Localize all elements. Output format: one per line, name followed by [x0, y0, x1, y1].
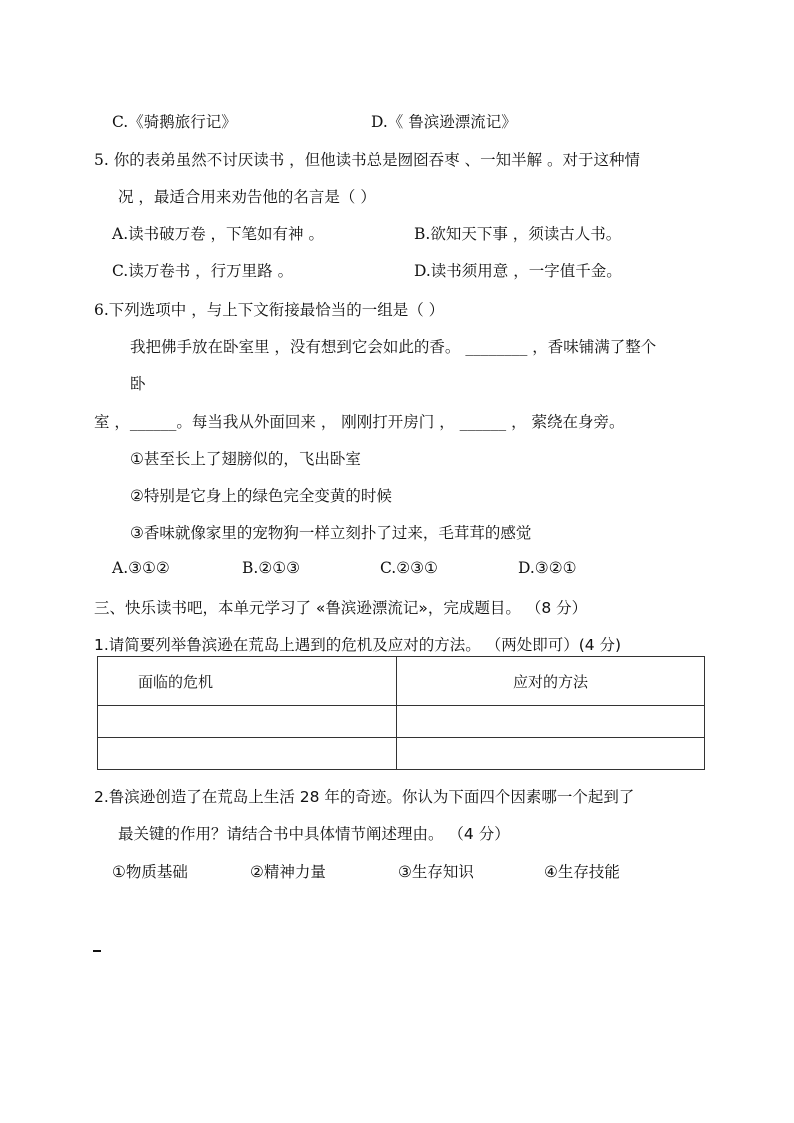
q6-option-c: C.②③①	[380, 559, 438, 577]
section3-title: 三、快乐读书吧，本单元学习了 «鲁滨逊漂流记»，完成题目。 （8 分）	[94, 599, 588, 617]
q5-stem-line2: 况 ，最适合用来劝告他的名言是（ ）	[118, 188, 376, 206]
table-cell-crisis-2[interactable]	[98, 738, 397, 770]
q5-option-c: C.读万卷书 ，行万里路 。	[112, 262, 294, 280]
page-mark	[93, 950, 101, 952]
q6-stem: 6.下列选项中 ，与上下文衔接最恰当的一组是（ ）	[94, 301, 445, 319]
factor-4: ④生存技能	[544, 863, 620, 881]
q5-option-a: A.读书破万卷 ，下笔如有神 。	[112, 225, 324, 243]
table-header-row	[98, 657, 705, 706]
section3-q2-line1: 2.鲁滨逊创造了在荒岛上生活 28 年的奇迹。你认为下面四个因素哪一个起到了	[94, 788, 635, 806]
q5-option-d: D.读书须用意 ，一字值千金。	[414, 262, 622, 280]
table-row	[98, 738, 705, 770]
crisis-response-table	[97, 656, 705, 770]
table-cell-response-2[interactable]	[397, 738, 705, 770]
q6-option-d: D.③②①	[518, 559, 577, 577]
q5-option-b: B.欲知天下事 ，须读古人书。	[414, 225, 622, 243]
q6-passage-line2: 卧	[130, 375, 146, 393]
q6-item-2: ②特别是它身上的绿色完全变黄的时候	[130, 487, 392, 505]
table-cell-crisis-1[interactable]	[98, 706, 397, 738]
q6-passage-line1: 我把佛手放在卧室里 ，没有想到它会如此的香。 ________ ，香味铺满了整个	[130, 338, 657, 356]
section3-q1: 1.请简要列举鲁滨逊在荒岛上遇到的危机及应对的方法。 （两处即可）(4 分)	[94, 636, 622, 654]
q6-option-b: B.②①③	[242, 559, 301, 577]
q5-stem-line1: 5. 你的表弟虽然不讨厌读书 ，但他读书总是囫囵吞枣 、一知半解 。对于这种情	[94, 151, 640, 169]
factor-2: ②精神力量	[250, 863, 326, 881]
table-header-crisis: 面临的危机	[98, 657, 397, 706]
q6-item-3: ③香味就像家里的宠物狗一样立刻扑了过来，毛茸茸的感觉	[130, 524, 532, 542]
table-row	[98, 706, 705, 738]
q6-item-1: ①甚至长上了翅膀似的，飞出卧室	[130, 450, 361, 468]
table-cell-response-1[interactable]	[397, 706, 705, 738]
q6-option-a: A.③①②	[112, 559, 170, 577]
q4-option-d: D.《 鲁滨逊漂流记》	[371, 113, 517, 131]
q4-option-c: C.《骑鹅旅行记》	[112, 113, 237, 131]
section3-q2-line2: 最关键的作用？请结合书中具体情节阐述理由。 （4 分）	[118, 825, 510, 843]
factor-3: ③生存知识	[398, 863, 474, 881]
factor-1: ①物质基础	[112, 863, 188, 881]
table-header-response: 应对的方法	[397, 657, 705, 706]
q6-passage-line3: 室 ，______。每当我从外面回来 ， 刚刚打开房门 ， ______ ， 萦绕在身旁。	[94, 413, 625, 431]
